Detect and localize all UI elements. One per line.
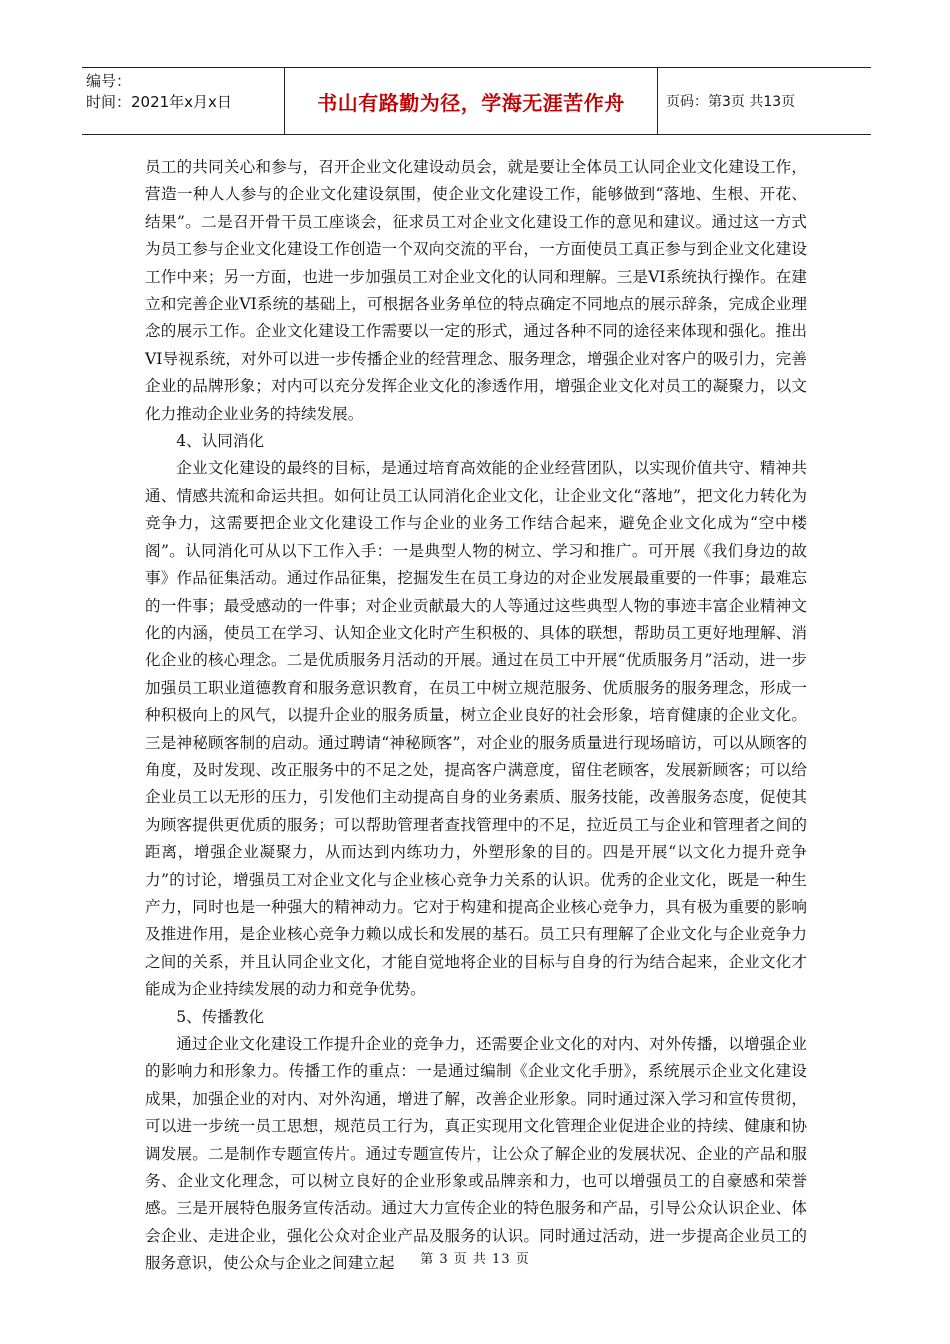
header-page-info: 页码：第3页 共13页 (666, 94, 796, 110)
paragraph-section-4: 企业文化建设的最终的目标，是通过培育高效能的企业经营团队，以实现价值共守、精神共通、情感共流和命运共担。如何让员工认同消化企业文化，让企业文化“落地”，把文化力转化为竞争力，这需要把企业文化建设工作与企业的业务工作结合起来，避免企业文化成为“空中楼阁”。认同消化可从以下工作入手：一是典型人物的树立、学习和推广。可开展《我们身边的故事》作品征集活动。通过作品征集，挖掘发生在员工身边的对企业发展最重要的一件事；最难忘的一件事；最受感动的一件事；对企业贡献最大的人等通过这些典型人物的事迹丰富企业精神文化的内涵，使员工在学习、认知企业文化时产生积极的、具体的联想，帮助员工更好地理解、消化企业的核心理念。二是优质服务月活动的开展。通过在员工中开展“优质服务月”活动，进一步加强员工职业道德教育和服务意识教育，在员工中树立规范服务、优质服务的服务理念，形成一种积极向上的风气，以提升企业的服务质量，树立企业良好的社会形象，培育健康的企业文化。三是神秘顾客制的启动。通过聘请“神秘顾客”，对企业的服务质量进行现场暗访，可以从顾客的角度，及时发现、改正服务中的不足之处，提高客户满意度，留住老顾客，发展新顾客；可以给企业员工以无形的压力，引发他们主动提高自身的业务素质、服务技能，改善服务态度，促使其为顾客提供更优质的服务；可以帮助管理者查找管理中的不足，拉近员工与企业和管理者之间的距离，增强企业凝聚力，从而达到内练功力，外塑形象的目的。四是开展“以文化力提升竞争力”的讨论，增强员工对企业文化与企业核心竞争力关系的认识。优秀的企业文化，既是一种生产力，同时也是一种强大的精神动力。它对于构建和提高企业核心竞争力，具有极为重要的影响及推进作用，是企业核心竞争力赖以成长和发展的基石。员工只有理解了企业文化与企业竞争力之间的关系，并且认同企业文化，才能自觉地将企业的目标与自身的行为结合起来，企业文化才能成为企业持续发展的动力和竞争优势。 (145, 459, 807, 999)
header-motto: 书山有路勤为径，学海无涯苦作舟 (284, 68, 658, 134)
section-heading-4: 4、认同消化 (176, 432, 265, 451)
section-heading-5: 5、传播教化 (176, 1007, 265, 1026)
document-body (145, 154, 807, 1278)
page-header (82, 67, 871, 135)
document-number-label: 编号： (86, 72, 132, 90)
header-meta (82, 68, 284, 134)
page-footer: 第 3 页 共 13 页 (420, 1252, 530, 1267)
paragraph-continuation: 员工的共同关心和参与，召开企业文化建设动员会，就是要让全体员工认同企业文化建设工作，营造一种人人参与的企业文化建设氛围，使企业文化建设工作，能够做到“落地、生根、开花、结果”。二是召开骨干员工座谈会，征求员工对企业文化建设工作的意见和建议。通过这一方式为员工参与企业文化建设工作创造一个双向交流的平台，一方面使员工真正参与到企业文化建设工作中来；另一方面，也进一步加强员工对企业文化的认同和理解。三是VI系统执行操作。在建立和完善企业VI系统的基础上，可根据各业务单位的特点确定不同地点的展示辞条，完成企业理念的展示工作。企业文化建设工作需要以一定的形式，通过各种不同的途径来体现和强化。推出VI导视系统，对外可以进一步传播企业的经营理念、服务理念，增强企业对客户的吸引力，完善企业的品牌形象；对内可以充分发挥企业文化的渗透作用，增强企业文化对员工的凝聚力，以文化力推动企业业务的持续发展。 (145, 158, 807, 423)
paragraph-section-5: 通过企业文化建设工作提升企业的竞争力，还需要企业文化的对内、对外传播，以增强企业的影响力和形象力。传播工作的重点：一是通过编制《企业文化手册》，系统展示企业文化建设成果，加强企业的对内、对外沟通，增进了解，改善企业形象。同时通过深入学习和宣传贯彻，可以进一步统一员工思想，规范员工行为，真正实现用文化管理企业促进企业的持续、健康和协调发展。二是制作专题宣传片。通过专题宣传片，让公众了解企业的发展状况、企业的产品和服务、企业文化理念，可以树立良好的企业形象或品牌亲和力，也可以增强员工的自豪感和荣誉感。三是开展特色服务宣传活动。通过大力宣传企业的特色服务和产品，引导公众认识企业、体会企业、走进企业，强化公众对企业产品及服务的认识。同时通过活动，进一步提高企业员工的服务意识，使公众与企业之间建立起 (145, 1035, 807, 1273)
document-time-label: 时间：2021年x月x日 (86, 93, 232, 111)
